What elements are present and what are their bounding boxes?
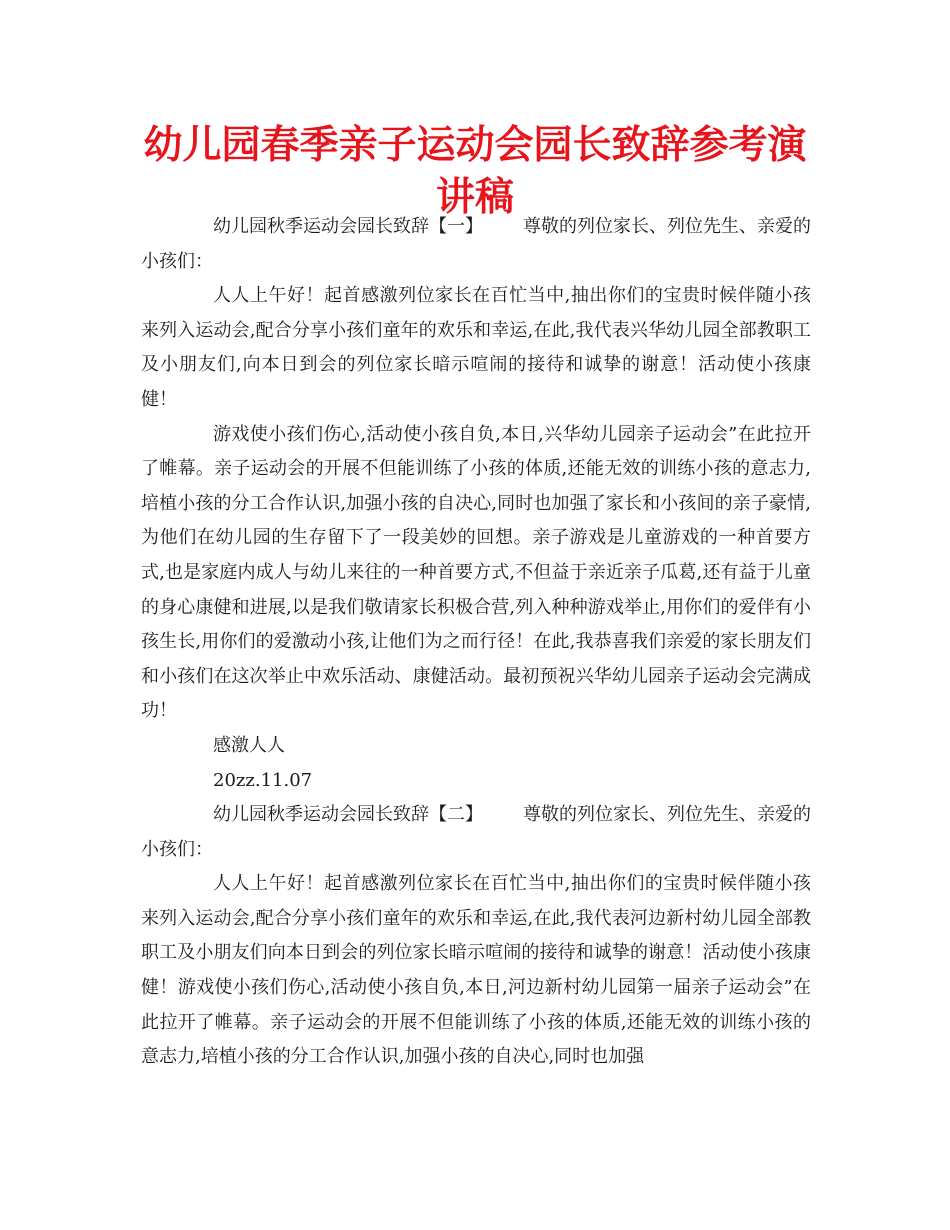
- section-one-paragraph-2: 游戏使小孩们伤心,活动使小孩自负,本日,兴华幼儿园亲子运动会”在此拉开了帷幕。亲子运动会的开展不但能训练了小孩的体质,还能无效的训练小孩的意志力,培植小孩的分工合作认识,加强小孩的自决心,同时也加强了家长和小孩间的亲子豪情,为他们在幼儿园的生存留下了一段美妙的回想。亲子游戏是儿童游戏的一种首要方式,也是家庭内成人与幼儿来往的一种首要方式,不但益于亲近亲子瓜葛,还有益于儿童的身心康健和进展,以是我们敬请家长积极合营,列入种种游戏举止,用你们的爱伴有小孩生长,用你们的爱激动小孩,让他们为之而行径！在此,我恭喜我们亲爱的家长朋友们和小孩们在这次举止中欢乐活动、康健活动。最初预祝兴华幼儿园亲子运动会完满成功！: [141, 423, 811, 722]
- section-one-thanks: 感激人人: [213, 734, 285, 756]
- section-one-paragraph-1: 人人上午好！起首感激列位家长在百忙当中,抽出你们的宝贵时候伴随小孩来列入运动会,配合分享小孩们童年的欢乐和幸运,在此,我代表兴华幼儿园全部教职工及小朋友们,向本日到会的列位家长暗示喧闹的接待和诚挚的谢意！活动使小孩康健！: [141, 285, 811, 410]
- document-body: [141, 210, 811, 1075]
- document-title: 幼儿园春季亲子运动会园长致辞参考演讲稿: [143, 123, 807, 220]
- section-one-salutation: 尊敬的列位家长、列位先生、亲爱的小孩们：: [141, 216, 811, 272]
- section-two-intro: [141, 798, 811, 867]
- section-two-salutation: 尊敬的列位家长、列位先生、亲爱的小孩们：: [141, 804, 811, 860]
- section-two-heading: 幼儿园秋季运动会园长致辞【二】: [213, 804, 483, 826]
- section-two-paragraph-1: 人人上午好！起首感激列位家长在百忙当中,抽出你们的宝贵时候伴随小孩来列入运动会,配合分享小孩们童年的欢乐和幸运,在此,我代表河边新村幼儿园全部教职工及小朋友们向本日到会的列位家长暗示喧闹的接待和诚挚的谢意！活动使小孩康健！游戏使小孩们伤心,活动使小孩自负,本日,河边新村幼儿园第一届亲子运动会”在此拉开了帷幕。亲子运动会的开展不但能训练了小孩的体质,还能无效的训练小孩的意志力,培植小孩的分工合作认识,加强小孩的自决心,同时也加强: [141, 873, 811, 1068]
- section-one-date: 20zz.11.07: [213, 769, 313, 791]
- section-one-heading: 幼儿园秋季运动会园长致辞【一】: [213, 216, 483, 237]
- section-one-intro: [141, 210, 811, 279]
